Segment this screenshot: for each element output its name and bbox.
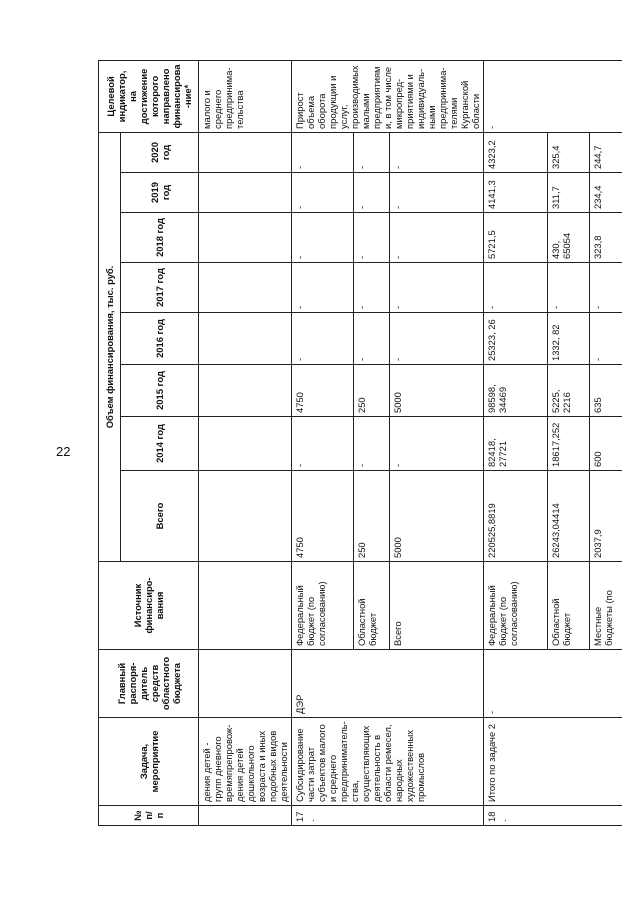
value-cell: 4750 (292, 365, 354, 417)
value-cell: 4141,3 (484, 173, 548, 213)
value-cell: 250 (354, 365, 390, 417)
value-cell: - (354, 132, 390, 172)
value-cell: - (292, 213, 354, 263)
value-cell: - (484, 263, 548, 313)
indicator-cell: малого и среднего предпринима-тельства (199, 60, 292, 132)
header-year: 2016 год (121, 313, 199, 365)
value-cell: - (548, 263, 590, 313)
header-task: Задача, мероприятие (99, 718, 199, 806)
total-cell: 250 (354, 471, 390, 562)
value-cell: - (354, 213, 390, 263)
value-cell: 4323,2 (484, 132, 548, 172)
row-num: 18. (484, 806, 622, 826)
total-cell: 26243,04414 (548, 471, 590, 562)
value-cell: 25323, 26 (484, 313, 548, 365)
value-cell: - (354, 173, 390, 213)
indicator-cell: Прирост объема оборота продукции и услуг, производимых малыми предприятиями, в том числе микропред-приятиями и индивидуаль-ными предпринима-телями Курганской области (292, 60, 484, 132)
source-cell: Областной бюджет (548, 562, 590, 650)
header-admin: Главный распоря-дитель средств областного бюджета (99, 650, 199, 718)
header-indicator: Целевой индикатор, на достижение которого направлено финансирова-ние* (99, 60, 199, 132)
admin-cell: - (484, 650, 622, 718)
row-num: 17. (292, 806, 484, 826)
value-cell: 600 (590, 417, 622, 471)
value-cell: 18617,252 (548, 417, 590, 471)
table-row (484, 60, 548, 825)
header-total: Всего (121, 471, 199, 562)
value-cell: 430, 65054 (548, 213, 590, 263)
value-cell: - (292, 417, 354, 471)
value-cell: - (390, 417, 484, 471)
value-cell: - (390, 263, 484, 313)
header-year: 2020 год (121, 132, 199, 172)
value-cell: - (354, 313, 390, 365)
total-cell: 2037,9 (590, 471, 622, 562)
total-cell: 5000 (390, 471, 484, 562)
value-cell: 5000 (390, 365, 484, 417)
value-cell: 234,4 (590, 173, 622, 213)
header-year: 2017 год (121, 263, 199, 313)
value-cell: - (292, 263, 354, 313)
header-year: 2018 год (121, 213, 199, 263)
value-cell: 1332, 82 (548, 313, 590, 365)
value-cell: - (354, 417, 390, 471)
page-number: 22 (56, 444, 71, 459)
task-cell: Субсидирование части затрат субъектов малого и среднего предприниматель-ства, осуществляющих деятельность в области ремесел, народных художественных промыслов (292, 718, 484, 806)
task-cell: Итого по задаче 2 (484, 718, 622, 806)
rotated-page-content (98, 61, 624, 826)
indicator-cell: - (484, 60, 622, 132)
value-cell: 5225, 2216 (548, 365, 590, 417)
source-cell: Областной бюджет (354, 562, 390, 650)
value-cell: - (292, 173, 354, 213)
header-source: Источник финансиро-вания (99, 562, 199, 650)
header-year: 2014 год (121, 417, 199, 471)
value-cell: - (390, 132, 484, 172)
value-cell: 635 (590, 365, 622, 417)
value-cell: - (292, 132, 354, 172)
value-cell: 325,4 (548, 132, 590, 172)
task-cell: дения детей - групп дневного времяпрепровож-дения детей дошкольного возраста и иных подобных видов деятельности (199, 718, 292, 806)
value-cell: - (390, 313, 484, 365)
value-cell: - (390, 173, 484, 213)
value-cell: 98598, 34469 (484, 365, 548, 417)
header-year: 2019 год (121, 173, 199, 213)
header-year: 2015 год (121, 365, 199, 417)
total-cell: 220525,8819 (484, 471, 548, 562)
value-cell: - (590, 263, 622, 313)
header-funding-group: Объем финансирования, тыс. руб. (99, 132, 121, 561)
table-row (292, 60, 354, 825)
source-cell: Федеральный бюджет (по согласованию) (484, 562, 548, 650)
value-cell: 311,7 (548, 173, 590, 213)
source-cell: Федеральный бюджет (по согласованию) (292, 562, 354, 650)
value-cell: 5721,5 (484, 213, 548, 263)
value-cell: - (354, 263, 390, 313)
value-cell: 82418, 27721 (484, 417, 548, 471)
source-cell: Местные бюджеты (по (590, 562, 622, 650)
value-cell: - (590, 313, 622, 365)
admin-cell: ДЭР (292, 650, 484, 718)
value-cell: 323,8 (590, 213, 622, 263)
total-cell: 4750 (292, 471, 354, 562)
value-cell: - (390, 213, 484, 263)
value-cell: 244,7 (590, 132, 622, 172)
header-num: № п/п (99, 806, 199, 826)
table-row-continued (199, 60, 292, 825)
value-cell: - (292, 313, 354, 365)
source-cell: Всего (390, 562, 484, 650)
funding-table (98, 60, 622, 826)
